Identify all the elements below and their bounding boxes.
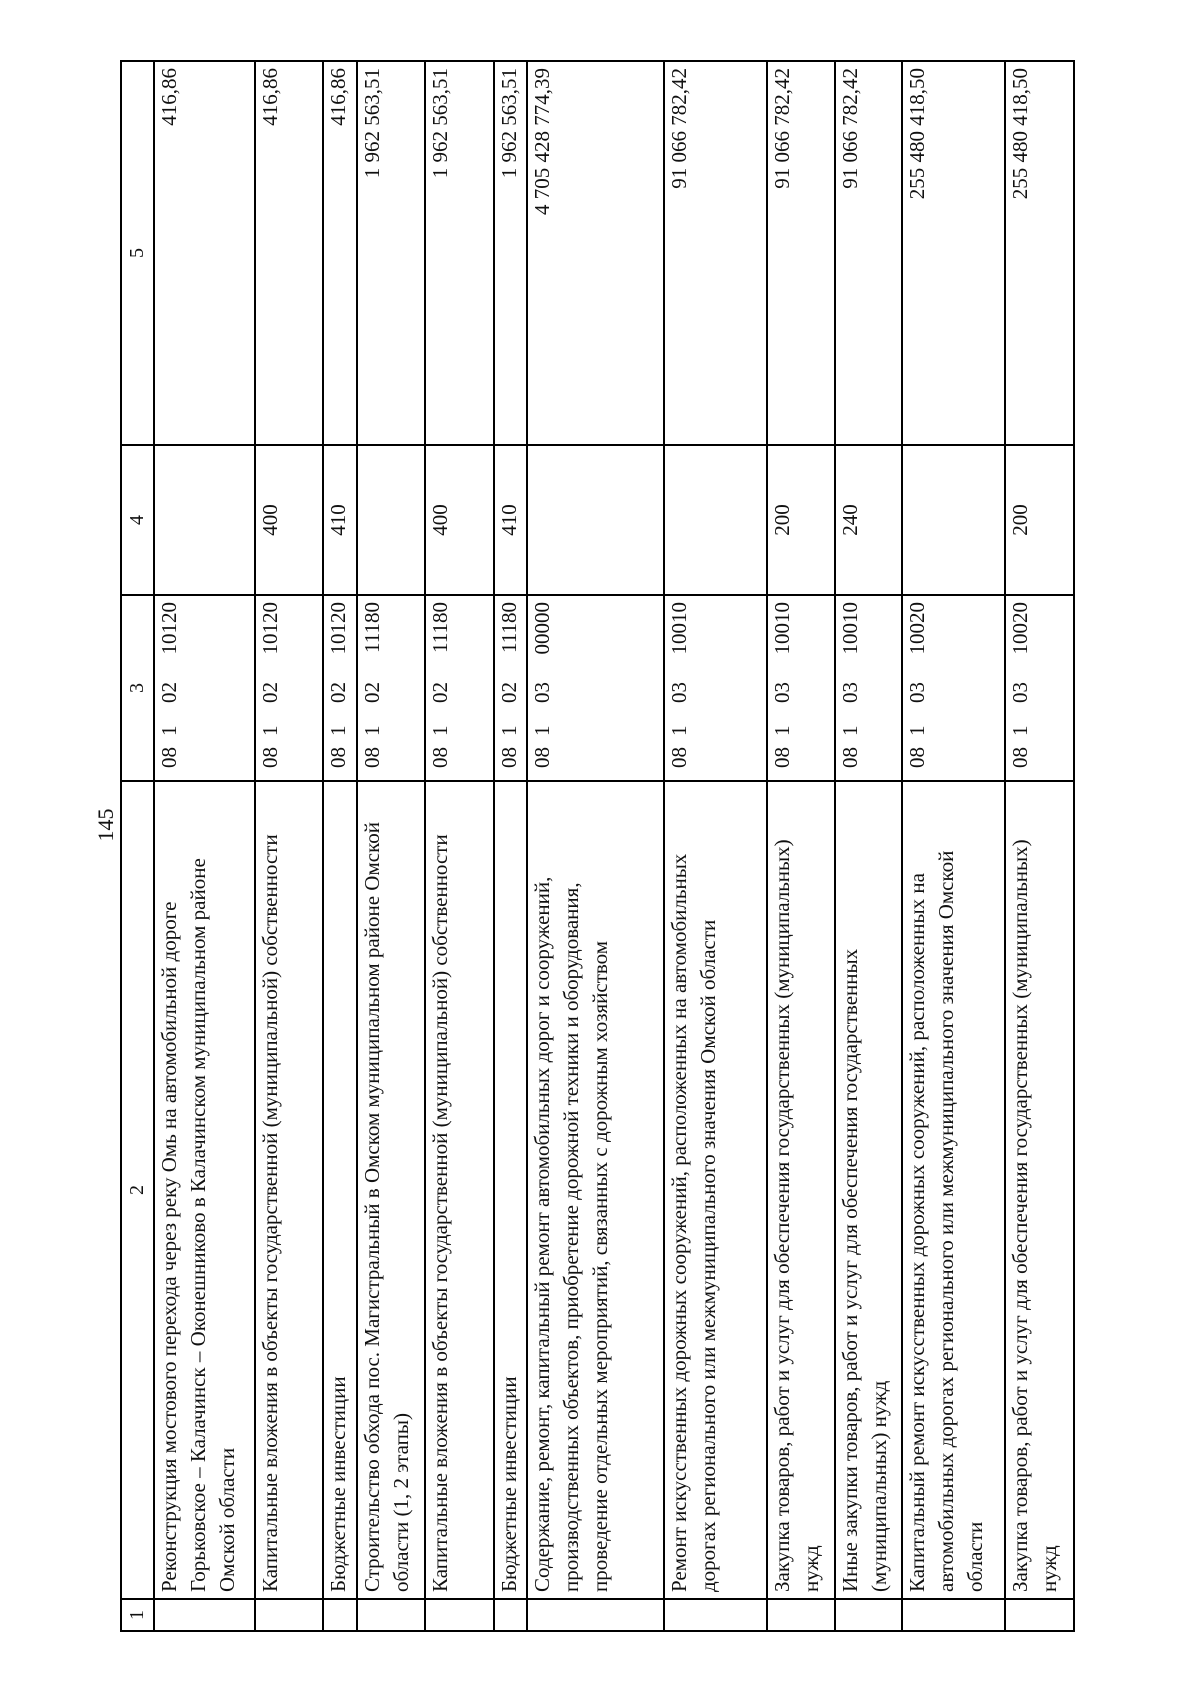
budget-code-cell <box>255 595 323 781</box>
row-index-cell <box>494 1599 528 1631</box>
amount-cell: 1 962 563,51 <box>357 61 425 445</box>
amount-cell: 4 705 428 774,39 <box>527 61 664 445</box>
code-part: 10120 <box>257 602 282 655</box>
code-part: 1 <box>530 725 555 736</box>
code-part: 10120 <box>156 602 181 655</box>
code-part: 02 <box>428 682 453 704</box>
table-row <box>425 61 493 1631</box>
item-name-cell: Бюджетные инвестиции <box>494 781 528 1599</box>
amount-cell: 91 066 782,42 <box>767 61 834 445</box>
code-part: 08 <box>770 747 795 768</box>
amount-cell: 255 480 418,50 <box>902 61 1005 445</box>
item-name-cell: Капитальный ремонт искусственных дорожных сооружений, расположенных на автомобильных дорогах регионального или межмуниципального значения Омской области <box>902 781 1005 1599</box>
budget-code <box>528 602 557 774</box>
expense-type-cell: 410 <box>323 445 357 595</box>
item-name-cell: Бюджетные инвестиции <box>323 781 357 1599</box>
budget-code-cell <box>357 595 425 781</box>
row-index-cell <box>664 1599 767 1631</box>
table-body <box>121 61 1074 1631</box>
code-part: 1 <box>257 725 282 736</box>
code-part: 08 <box>905 747 930 768</box>
budget-code-cell <box>767 595 834 781</box>
budget-code <box>768 602 797 774</box>
table-row <box>902 61 1005 1631</box>
table-row <box>255 61 323 1631</box>
code-part: 02 <box>326 682 351 704</box>
expense-type-cell: 200 <box>767 445 834 595</box>
code-part: 08 <box>156 747 181 768</box>
budget-code <box>836 602 865 774</box>
budget-code-cell <box>664 595 767 781</box>
budget-code-cell <box>425 595 493 781</box>
expense-type-cell: 410 <box>494 445 528 595</box>
item-name-cell: Содержание, ремонт, капитальный ремонт автомобильных дорог и сооружений, производственных объектов, приобретение дорожной техники и оборудования, проведение отдельных мероприятий, связанных с дорожным хозяйством <box>527 781 664 1599</box>
item-name-cell: Строительство обхода пос. Магистральный в Омском муниципальном районе Омской области (1, 2 этапы) <box>357 781 425 1599</box>
amount-cell: 416,86 <box>255 61 323 445</box>
code-part: 08 <box>326 747 351 768</box>
code-part: 02 <box>156 682 181 704</box>
row-index-cell <box>1005 1599 1074 1631</box>
code-part: 10020 <box>1008 602 1033 655</box>
code-part: 10020 <box>905 602 930 655</box>
code-part: 03 <box>837 682 862 704</box>
item-name-cell: Капитальные вложения в объекты государственной (муниципальной) собственности <box>255 781 323 1599</box>
table-row <box>323 61 357 1631</box>
budget-code <box>665 602 694 774</box>
code-part: 02 <box>257 682 282 704</box>
code-part: 1 <box>359 725 384 736</box>
expense-type-cell <box>357 445 425 595</box>
code-part: 1 <box>837 725 862 736</box>
code-part: 11180 <box>359 602 384 653</box>
amount-cell: 255 480 418,50 <box>1005 61 1074 445</box>
expense-type-cell <box>664 445 767 595</box>
code-part: 10010 <box>837 602 862 655</box>
budget-code-cell <box>494 595 528 781</box>
code-part: 10010 <box>770 602 795 655</box>
code-part: 08 <box>837 747 862 768</box>
header-col-2: 2 <box>121 781 154 1599</box>
table-row <box>527 61 664 1631</box>
row-index-cell <box>902 1599 1005 1631</box>
rotated-table-wrapper <box>120 62 1075 1632</box>
table-row <box>494 61 528 1631</box>
code-part: 03 <box>905 682 930 704</box>
table-row <box>835 61 902 1631</box>
amount-cell: 416,86 <box>154 61 255 445</box>
expense-type-cell: 400 <box>425 445 493 595</box>
table-header-row <box>121 61 154 1631</box>
budget-code <box>1006 602 1035 774</box>
code-part: 1 <box>156 725 181 736</box>
code-part: 1 <box>905 725 930 736</box>
expense-type-cell: 400 <box>255 445 323 595</box>
item-name-cell: Реконструкция мостового перехода через реку Омь на автомобильной дороге Горьковское – Калачинск – Оконешниково в Калачинском муниципальном районе Омской области <box>154 781 255 1599</box>
row-index-cell <box>835 1599 902 1631</box>
budget-code <box>495 602 524 774</box>
expense-type-cell <box>527 445 664 595</box>
code-part: 1 <box>770 725 795 736</box>
row-index-cell <box>767 1599 834 1631</box>
code-part: 03 <box>667 682 692 704</box>
row-index-cell <box>425 1599 493 1631</box>
code-part: 03 <box>770 682 795 704</box>
amount-cell: 1 962 563,51 <box>425 61 493 445</box>
amount-cell: 1 962 563,51 <box>494 61 528 445</box>
code-part: 02 <box>359 682 384 704</box>
code-part: 08 <box>428 747 453 768</box>
budget-code-cell <box>835 595 902 781</box>
budget-code-cell <box>527 595 664 781</box>
code-part: 1 <box>1008 725 1033 736</box>
budget-code <box>324 602 353 774</box>
table-row <box>664 61 767 1631</box>
amount-cell: 416,86 <box>323 61 357 445</box>
code-part: 08 <box>257 747 282 768</box>
table-row <box>154 61 255 1631</box>
budget-code-cell <box>154 595 255 781</box>
budget-code <box>358 602 387 774</box>
code-part: 03 <box>1008 682 1033 704</box>
code-part: 00000 <box>530 602 555 655</box>
budget-code-cell <box>902 595 1005 781</box>
budget-code-cell <box>1005 595 1074 781</box>
code-part: 1 <box>428 725 453 736</box>
item-name-cell: Капитальные вложения в объекты государственной (муниципальной) собственности <box>425 781 493 1599</box>
code-part: 1 <box>667 725 692 736</box>
code-part: 10010 <box>667 602 692 655</box>
budget-code <box>903 602 932 774</box>
budget-table <box>120 60 1075 1632</box>
code-part: 02 <box>496 682 521 704</box>
item-name-cell: Закупка товаров, работ и услуг для обеспечения государственных (муниципальных) нужд <box>767 781 834 1599</box>
code-part: 1 <box>326 725 351 736</box>
code-part: 1 <box>496 725 521 736</box>
row-index-cell <box>154 1599 255 1631</box>
row-index-cell <box>527 1599 664 1631</box>
budget-code <box>256 602 285 774</box>
code-part: 11180 <box>428 602 453 653</box>
budget-code <box>426 602 455 774</box>
code-part: 03 <box>530 682 555 704</box>
code-part: 08 <box>530 747 555 768</box>
code-part: 08 <box>359 747 384 768</box>
table-row <box>357 61 425 1631</box>
item-name-cell: Иные закупки товаров, работ и услуг для обеспечения государственных (муниципальных) нужд <box>835 781 902 1599</box>
expense-type-cell <box>154 445 255 595</box>
budget-code-cell <box>323 595 357 781</box>
row-index-cell <box>323 1599 357 1631</box>
table-row <box>767 61 834 1631</box>
code-part: 10120 <box>326 602 351 655</box>
amount-cell: 91 066 782,42 <box>664 61 767 445</box>
expense-type-cell: 240 <box>835 445 902 595</box>
expense-type-cell <box>902 445 1005 595</box>
header-col-5: 5 <box>121 61 154 445</box>
code-part: 08 <box>667 747 692 768</box>
expense-type-cell: 200 <box>1005 445 1074 595</box>
amount-cell: 91 066 782,42 <box>835 61 902 445</box>
budget-code <box>155 602 184 774</box>
table-row <box>1005 61 1074 1631</box>
item-name-cell: Ремонт искусственных дорожных сооружений, расположенных на автомобильных дорогах регионального или межмуниципального значения Омской области <box>664 781 767 1599</box>
code-part: 11180 <box>496 602 521 653</box>
item-name-cell: Закупка товаров, работ и услуг для обеспечения государственных (муниципальных) нужд <box>1005 781 1074 1599</box>
code-part: 08 <box>1008 747 1033 768</box>
code-part: 08 <box>496 747 521 768</box>
row-index-cell <box>357 1599 425 1631</box>
row-index-cell <box>255 1599 323 1631</box>
page-number: 145 <box>93 808 118 842</box>
header-col-4: 4 <box>121 445 154 595</box>
header-col-1: 1 <box>121 1599 154 1631</box>
header-col-3: 3 <box>121 595 154 781</box>
